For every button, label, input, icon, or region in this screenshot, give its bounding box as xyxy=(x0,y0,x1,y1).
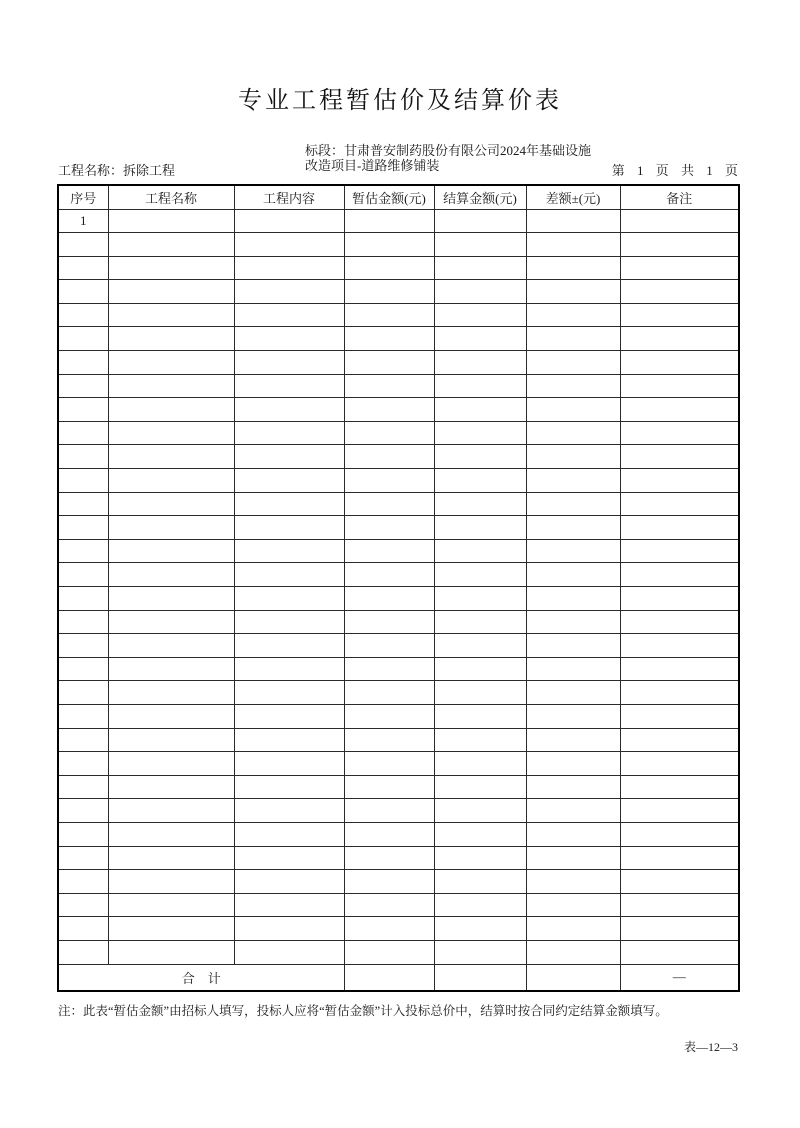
empty-cell xyxy=(434,280,526,304)
serial-cell xyxy=(58,256,108,280)
empty-cell xyxy=(434,940,526,964)
serial-cell xyxy=(58,893,108,917)
empty-cell xyxy=(434,563,526,587)
table-row xyxy=(58,799,739,823)
table-row xyxy=(58,327,739,351)
empty-cell xyxy=(234,516,344,540)
empty-cell xyxy=(344,398,434,422)
serial-cell xyxy=(58,233,108,257)
serial-cell xyxy=(58,327,108,351)
empty-cell xyxy=(526,846,620,870)
empty-cell xyxy=(344,516,434,540)
empty-cell xyxy=(620,233,739,257)
empty-cell xyxy=(344,374,434,398)
total-estimate-cell xyxy=(344,964,434,991)
empty-cell xyxy=(344,610,434,634)
page-title: 专业工程暂估价及结算价表 xyxy=(238,88,562,114)
table-row xyxy=(58,516,739,540)
empty-cell xyxy=(344,752,434,776)
table-row xyxy=(58,421,739,445)
total-settlement-cell xyxy=(434,964,526,991)
total-row xyxy=(58,964,739,991)
empty-cell xyxy=(108,374,234,398)
empty-cell xyxy=(434,209,526,233)
empty-cell xyxy=(234,351,344,375)
empty-cell xyxy=(434,657,526,681)
empty-cell xyxy=(526,752,620,776)
empty-cell xyxy=(344,209,434,233)
page-indicator: 第 1 页 共 1 页 xyxy=(611,163,738,178)
empty-cell xyxy=(434,587,526,611)
empty-cell xyxy=(108,799,234,823)
serial-cell xyxy=(58,398,108,422)
form-code: 表—12—3 xyxy=(683,1040,738,1054)
serial-cell xyxy=(58,704,108,728)
empty-cell xyxy=(108,469,234,493)
empty-cell xyxy=(234,327,344,351)
empty-cell xyxy=(434,374,526,398)
empty-cell xyxy=(526,280,620,304)
empty-cell xyxy=(108,634,234,658)
empty-cell xyxy=(434,752,526,776)
empty-cell xyxy=(344,256,434,280)
serial-cell xyxy=(58,351,108,375)
empty-cell xyxy=(108,775,234,799)
empty-cell xyxy=(344,917,434,941)
empty-cell xyxy=(344,280,434,304)
empty-cell xyxy=(526,539,620,563)
empty-cell xyxy=(620,469,739,493)
empty-cell xyxy=(344,846,434,870)
empty-cell xyxy=(620,351,739,375)
empty-cell xyxy=(620,870,739,894)
empty-cell xyxy=(620,374,739,398)
empty-cell xyxy=(434,303,526,327)
empty-cell xyxy=(526,775,620,799)
table-meta xyxy=(0,142,800,183)
empty-cell xyxy=(108,681,234,705)
empty-cell xyxy=(526,870,620,894)
serial-cell xyxy=(58,469,108,493)
empty-cell xyxy=(434,728,526,752)
empty-cell xyxy=(620,822,739,846)
table-row xyxy=(58,445,739,469)
col-header-settlement-amount: 结算金额(元) xyxy=(434,185,526,209)
empty-cell xyxy=(620,799,739,823)
empty-cell xyxy=(234,233,344,257)
col-header-project-content: 工程内容 xyxy=(234,185,344,209)
empty-cell xyxy=(526,799,620,823)
empty-cell xyxy=(620,610,739,634)
empty-cell xyxy=(344,351,434,375)
empty-cell xyxy=(434,327,526,351)
footnote: 注：此表“暂估金额”由招标人填写，投标人应将“暂估金额”计入投标总价中，结算时按合同约定结算金额填写。 xyxy=(58,1004,668,1018)
empty-cell xyxy=(344,445,434,469)
table-row xyxy=(58,917,739,941)
table-row xyxy=(58,374,739,398)
empty-cell xyxy=(108,233,234,257)
empty-cell xyxy=(434,516,526,540)
col-header-difference: 差额±(元) xyxy=(526,185,620,209)
empty-cell xyxy=(344,799,434,823)
empty-cell xyxy=(526,634,620,658)
header-row xyxy=(58,185,739,209)
empty-cell xyxy=(108,917,234,941)
total-label-cell: 合 计 xyxy=(58,964,344,991)
empty-cell xyxy=(108,445,234,469)
table-row xyxy=(58,587,739,611)
empty-cell xyxy=(620,775,739,799)
table-row xyxy=(58,351,739,375)
serial-cell xyxy=(58,870,108,894)
empty-cell xyxy=(108,728,234,752)
total-remark-cell: — xyxy=(620,964,739,991)
empty-cell xyxy=(344,704,434,728)
serial-cell xyxy=(58,681,108,705)
empty-cell xyxy=(526,233,620,257)
empty-cell xyxy=(108,940,234,964)
empty-cell xyxy=(108,421,234,445)
empty-cell xyxy=(344,233,434,257)
table-row xyxy=(58,657,739,681)
empty-cell xyxy=(234,374,344,398)
empty-cell xyxy=(434,704,526,728)
empty-cell xyxy=(620,492,739,516)
empty-cell xyxy=(234,704,344,728)
table-row xyxy=(58,728,739,752)
empty-cell xyxy=(234,587,344,611)
table-row xyxy=(58,539,739,563)
col-header-remark: 备注 xyxy=(620,185,739,209)
empty-cell xyxy=(234,728,344,752)
empty-cell xyxy=(526,610,620,634)
empty-cell xyxy=(620,917,739,941)
table-row xyxy=(58,681,739,705)
empty-cell xyxy=(620,303,739,327)
table-row xyxy=(58,846,739,870)
empty-cell xyxy=(434,893,526,917)
empty-cell xyxy=(344,634,434,658)
section-label: 标段：甘肃普安制药股份有限公司2024年基础设施改造项目-道路维修铺装 xyxy=(305,143,592,174)
empty-cell xyxy=(344,587,434,611)
empty-cell xyxy=(234,634,344,658)
table-row xyxy=(58,752,739,776)
empty-cell xyxy=(526,303,620,327)
empty-cell xyxy=(526,327,620,351)
empty-cell xyxy=(526,445,620,469)
empty-cell xyxy=(526,940,620,964)
col-header-estimate-amount: 暂估金额(元) xyxy=(344,185,434,209)
empty-cell xyxy=(620,704,739,728)
empty-cell xyxy=(234,421,344,445)
empty-cell xyxy=(108,256,234,280)
col-header-project-name: 工程名称 xyxy=(108,185,234,209)
empty-cell xyxy=(620,327,739,351)
table-row xyxy=(58,469,739,493)
table-row xyxy=(58,563,739,587)
table-row xyxy=(58,492,739,516)
empty-cell xyxy=(434,610,526,634)
empty-cell xyxy=(620,728,739,752)
empty-cell xyxy=(526,374,620,398)
serial-cell xyxy=(58,917,108,941)
empty-cell xyxy=(620,846,739,870)
empty-cell xyxy=(108,893,234,917)
empty-cell xyxy=(108,209,234,233)
empty-cell xyxy=(526,398,620,422)
empty-cell xyxy=(526,657,620,681)
price-table-body xyxy=(58,209,739,964)
table-row xyxy=(58,870,739,894)
empty-cell xyxy=(526,351,620,375)
empty-cell xyxy=(620,563,739,587)
empty-cell xyxy=(620,752,739,776)
empty-cell xyxy=(108,539,234,563)
empty-cell xyxy=(526,917,620,941)
empty-cell xyxy=(620,256,739,280)
empty-cell xyxy=(344,469,434,493)
empty-cell xyxy=(108,351,234,375)
project-name-label: 工程名称：拆除工程 xyxy=(58,163,176,178)
empty-cell xyxy=(434,822,526,846)
empty-cell xyxy=(434,492,526,516)
serial-cell xyxy=(58,445,108,469)
serial-cell xyxy=(58,303,108,327)
serial-cell xyxy=(58,516,108,540)
empty-cell xyxy=(526,728,620,752)
empty-cell xyxy=(434,445,526,469)
empty-cell xyxy=(344,940,434,964)
empty-cell xyxy=(344,657,434,681)
table-row xyxy=(58,209,739,233)
empty-cell xyxy=(234,610,344,634)
empty-cell xyxy=(108,516,234,540)
empty-cell xyxy=(234,209,344,233)
provisional-price-table xyxy=(57,184,740,992)
empty-cell xyxy=(526,516,620,540)
empty-cell xyxy=(620,516,739,540)
empty-cell xyxy=(234,539,344,563)
empty-cell xyxy=(234,563,344,587)
empty-cell xyxy=(620,634,739,658)
empty-cell xyxy=(234,940,344,964)
empty-cell xyxy=(434,846,526,870)
empty-cell xyxy=(108,704,234,728)
empty-cell xyxy=(234,799,344,823)
table-row xyxy=(58,233,739,257)
empty-cell xyxy=(526,822,620,846)
empty-cell xyxy=(344,539,434,563)
empty-cell xyxy=(526,256,620,280)
empty-cell xyxy=(526,469,620,493)
serial-cell xyxy=(58,940,108,964)
empty-cell xyxy=(526,563,620,587)
empty-cell xyxy=(108,303,234,327)
serial-cell xyxy=(58,634,108,658)
serial-cell xyxy=(58,728,108,752)
empty-cell xyxy=(234,445,344,469)
empty-cell xyxy=(108,587,234,611)
empty-cell xyxy=(434,634,526,658)
empty-cell xyxy=(434,233,526,257)
empty-cell xyxy=(344,681,434,705)
empty-cell xyxy=(434,775,526,799)
empty-cell xyxy=(526,704,620,728)
empty-cell xyxy=(234,846,344,870)
empty-cell xyxy=(526,587,620,611)
empty-cell xyxy=(234,469,344,493)
empty-cell xyxy=(434,256,526,280)
empty-cell xyxy=(234,870,344,894)
empty-cell xyxy=(108,822,234,846)
empty-cell xyxy=(526,492,620,516)
empty-cell xyxy=(526,681,620,705)
table-row xyxy=(58,634,739,658)
empty-cell xyxy=(434,398,526,422)
empty-cell xyxy=(234,657,344,681)
empty-cell xyxy=(620,940,739,964)
empty-cell xyxy=(234,303,344,327)
serial-cell xyxy=(58,492,108,516)
empty-cell xyxy=(108,327,234,351)
serial-cell xyxy=(58,657,108,681)
empty-cell xyxy=(434,351,526,375)
empty-cell xyxy=(344,822,434,846)
empty-cell xyxy=(434,870,526,894)
empty-cell xyxy=(526,893,620,917)
empty-cell xyxy=(620,398,739,422)
empty-cell xyxy=(108,610,234,634)
empty-cell xyxy=(344,870,434,894)
serial-cell xyxy=(58,822,108,846)
empty-cell xyxy=(344,893,434,917)
empty-cell xyxy=(344,327,434,351)
empty-cell xyxy=(108,492,234,516)
empty-cell xyxy=(434,421,526,445)
empty-cell xyxy=(620,657,739,681)
empty-cell xyxy=(434,799,526,823)
empty-cell xyxy=(108,398,234,422)
empty-cell xyxy=(234,775,344,799)
empty-cell xyxy=(108,563,234,587)
serial-cell: 1 xyxy=(58,209,108,233)
table-row xyxy=(58,822,739,846)
empty-cell xyxy=(234,280,344,304)
empty-cell xyxy=(234,822,344,846)
table-row xyxy=(58,610,739,634)
empty-cell xyxy=(620,209,739,233)
empty-cell xyxy=(620,539,739,563)
empty-cell xyxy=(108,280,234,304)
table-row xyxy=(58,893,739,917)
serial-cell xyxy=(58,587,108,611)
table-row xyxy=(58,303,739,327)
empty-cell xyxy=(344,421,434,445)
table-row xyxy=(58,280,739,304)
table-row xyxy=(58,704,739,728)
serial-cell xyxy=(58,563,108,587)
serial-cell xyxy=(58,846,108,870)
empty-cell xyxy=(620,280,739,304)
empty-cell xyxy=(234,398,344,422)
empty-cell xyxy=(234,893,344,917)
table-row xyxy=(58,256,739,280)
empty-cell xyxy=(234,681,344,705)
serial-cell xyxy=(58,752,108,776)
empty-cell xyxy=(434,469,526,493)
empty-cell xyxy=(344,775,434,799)
serial-cell xyxy=(58,610,108,634)
table-row xyxy=(58,775,739,799)
empty-cell xyxy=(234,256,344,280)
empty-cell xyxy=(234,917,344,941)
empty-cell xyxy=(108,846,234,870)
empty-cell xyxy=(234,752,344,776)
table-header xyxy=(58,185,739,209)
empty-cell xyxy=(108,752,234,776)
empty-cell xyxy=(526,421,620,445)
empty-cell xyxy=(434,681,526,705)
empty-cell xyxy=(108,657,234,681)
empty-cell xyxy=(620,681,739,705)
empty-cell xyxy=(108,870,234,894)
table-footer xyxy=(58,964,739,991)
total-difference-cell xyxy=(526,964,620,991)
empty-cell xyxy=(620,445,739,469)
empty-cell xyxy=(344,728,434,752)
serial-cell xyxy=(58,421,108,445)
empty-cell xyxy=(620,421,739,445)
empty-cell xyxy=(344,303,434,327)
empty-cell xyxy=(434,917,526,941)
serial-cell xyxy=(58,775,108,799)
empty-cell xyxy=(344,492,434,516)
empty-cell xyxy=(234,492,344,516)
table-row xyxy=(58,940,739,964)
serial-cell xyxy=(58,280,108,304)
serial-cell xyxy=(58,799,108,823)
empty-cell xyxy=(620,587,739,611)
empty-cell xyxy=(526,209,620,233)
empty-cell xyxy=(434,539,526,563)
table-row xyxy=(58,398,739,422)
serial-cell xyxy=(58,539,108,563)
empty-cell xyxy=(620,893,739,917)
serial-cell xyxy=(58,374,108,398)
empty-cell xyxy=(344,563,434,587)
col-header-serial: 序号 xyxy=(58,185,108,209)
